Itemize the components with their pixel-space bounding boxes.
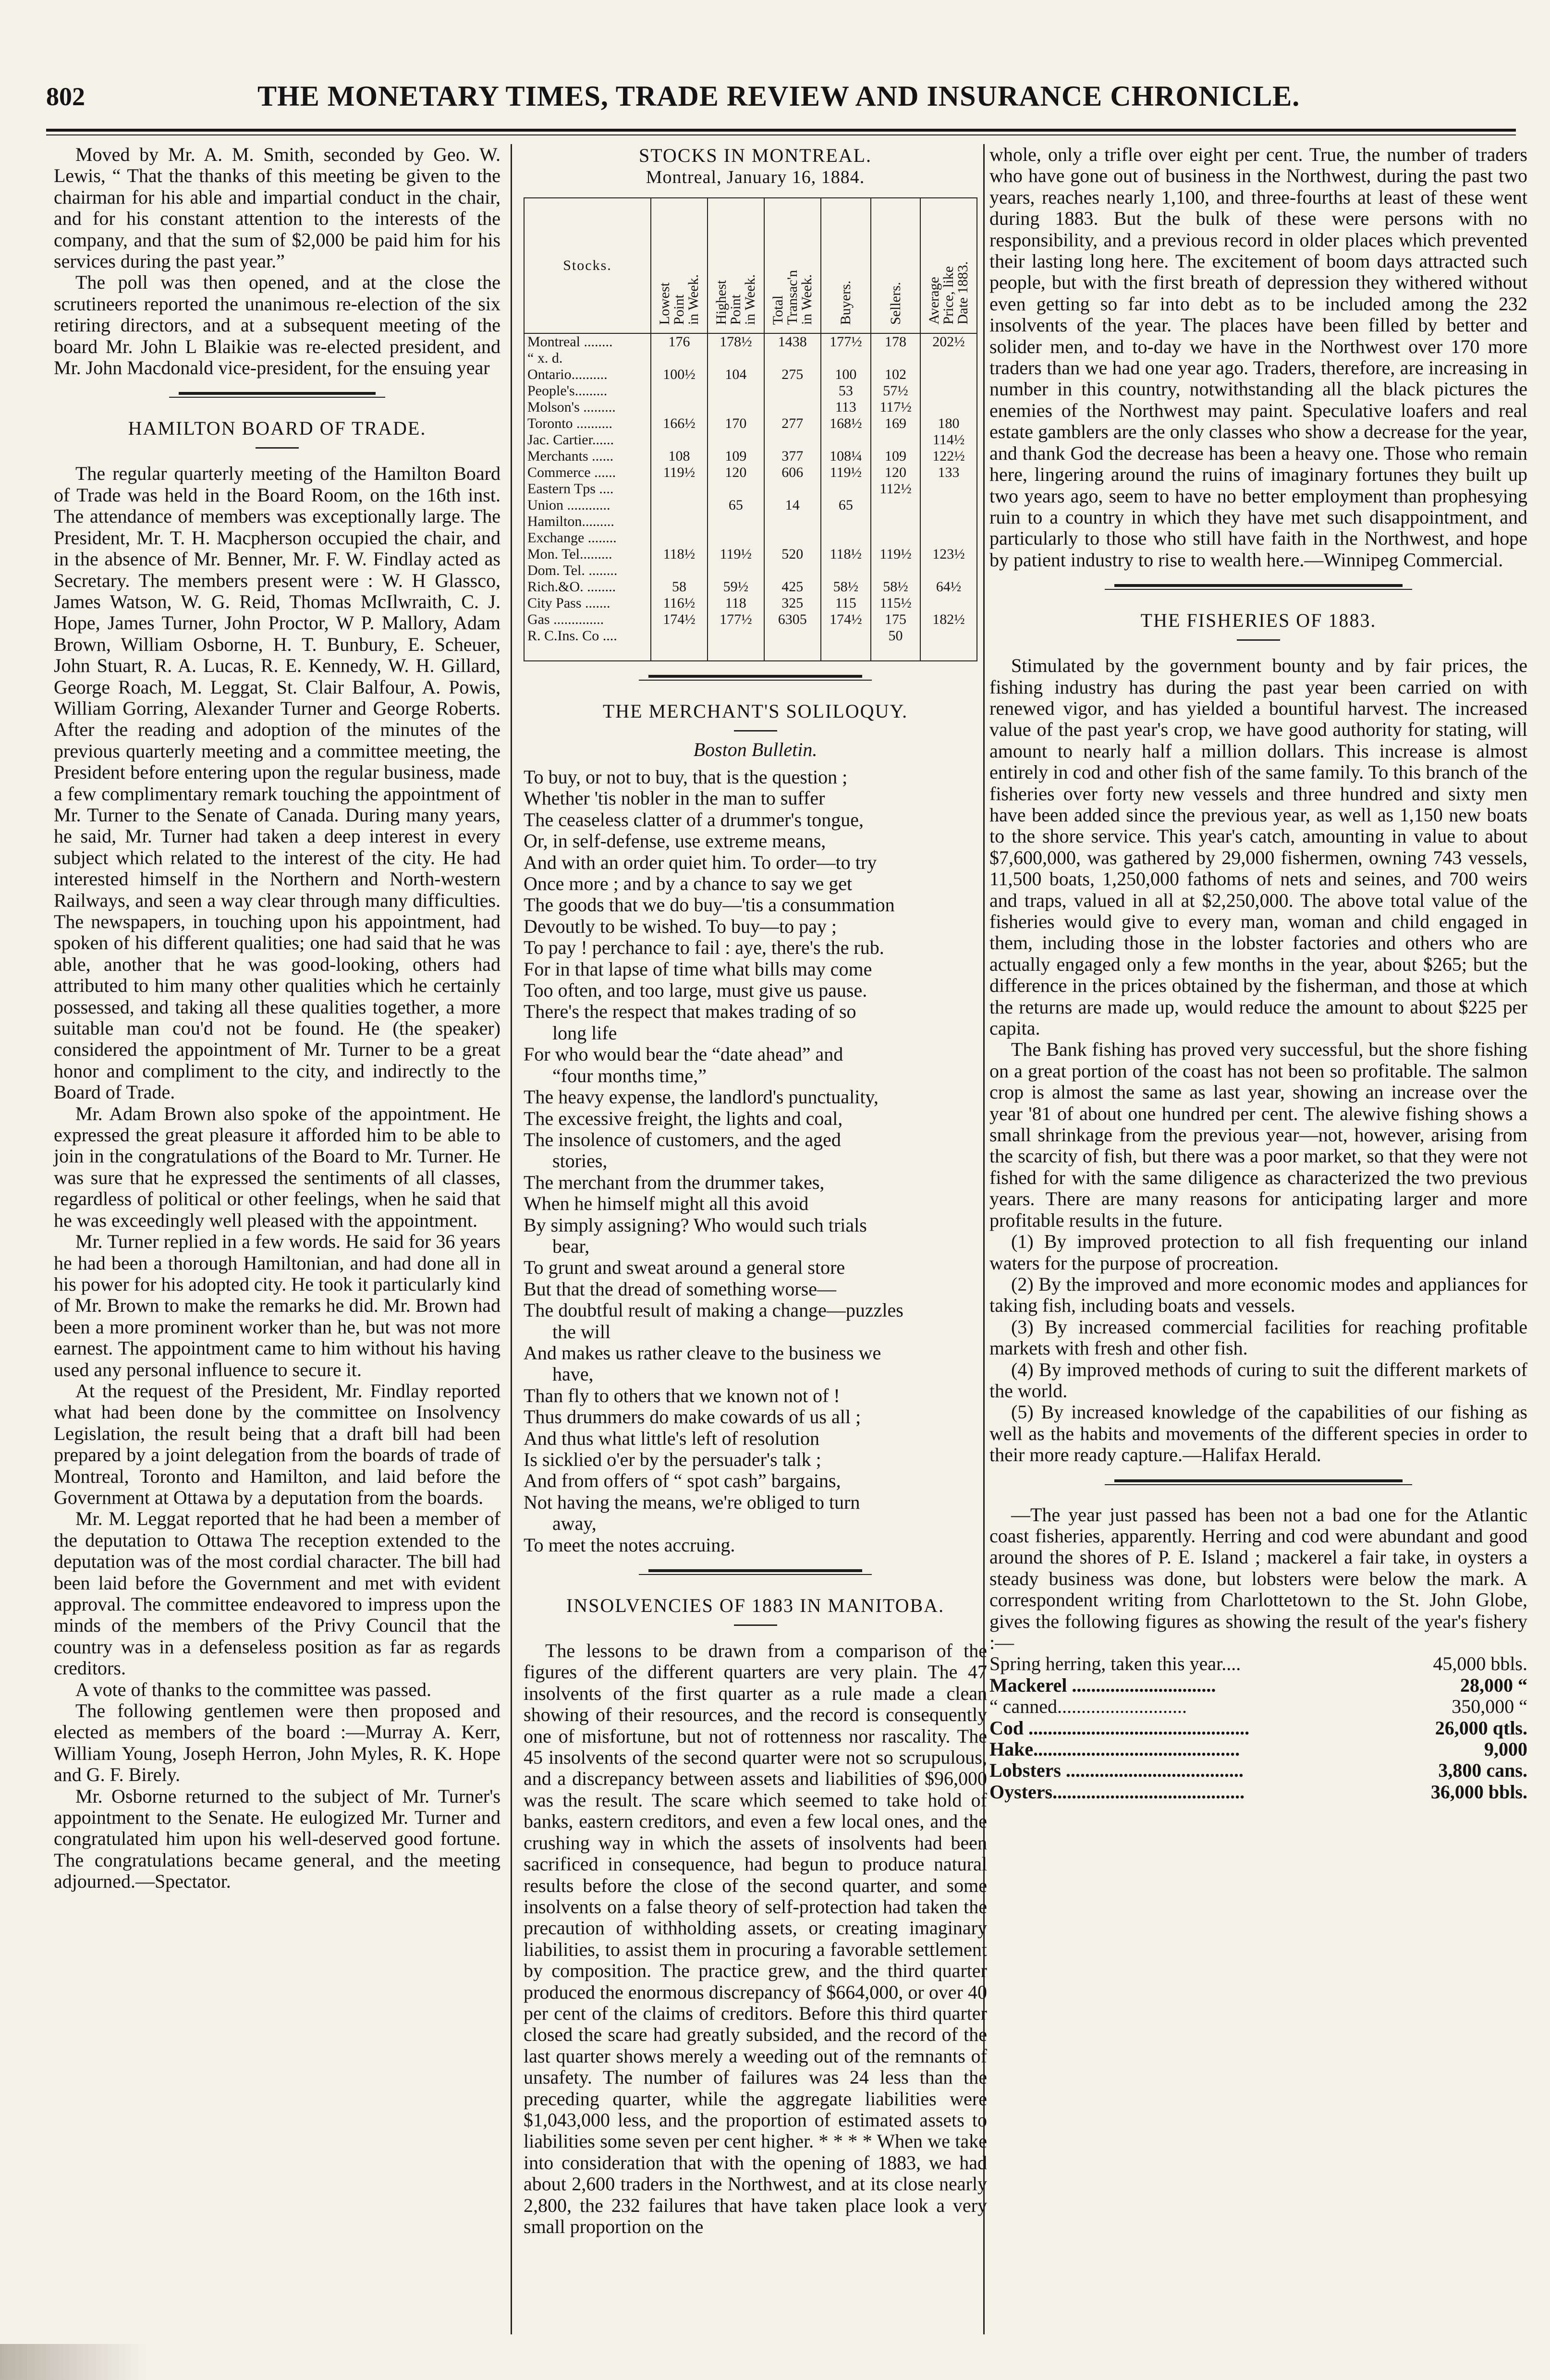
poem-line: stories, xyxy=(552,1150,608,1172)
stock-value-cell: 65 xyxy=(821,497,871,513)
figure-row xyxy=(989,1760,1527,1781)
poem-line: Not having the means, we're obliged to turn xyxy=(524,1491,860,1513)
page-edge-shadow xyxy=(0,2344,144,2380)
figure-value: 350,000 “ xyxy=(1452,1696,1527,1718)
stock-value-cell: 53 xyxy=(821,383,871,399)
paragraph: Mr. Adam Brown also spoke of the appointment. He expressed the great pleasure it afforded him to be able to join in the congratulations of the Board to Mr. Turner. He was sure that he expressed the sentiments of all classes, regardless of political or other feelings, when he said that he was exceedingly well pleased with the appointment. xyxy=(54,1102,500,1231)
stock-value-cell xyxy=(764,481,821,497)
stock-value-cell xyxy=(920,562,977,579)
stock-value-cell: 109 xyxy=(708,448,764,464)
poem-line: Is sicklied o'er by the persuader's talk ; xyxy=(524,1449,821,1470)
stocks-row xyxy=(524,383,977,399)
stock-value-cell: 166½ xyxy=(651,415,708,432)
poem-line: The merchant from the drummer takes, xyxy=(524,1171,825,1193)
figure-value: 45,000 bbls. xyxy=(1433,1653,1527,1675)
stock-value-cell xyxy=(920,497,977,513)
poem-line: Once more ; and by a chance to say we get xyxy=(524,873,853,895)
figure-row xyxy=(989,1739,1527,1760)
stock-value-cell xyxy=(764,628,821,644)
figure-name: Lobsters ..................................... xyxy=(989,1760,1244,1782)
stock-value-cell: 169 xyxy=(871,415,920,432)
stock-value-cell: 325 xyxy=(764,595,821,611)
stock-value-cell xyxy=(920,383,977,399)
stock-value-cell xyxy=(708,350,764,366)
section-title-hamilton: HAMILTON BOARD OF TRADE. xyxy=(128,417,427,439)
stock-value-cell xyxy=(920,644,977,661)
poem-line: For who would bear the “date ahead” and xyxy=(524,1043,843,1065)
stock-value-cell xyxy=(920,350,977,366)
stock-value-cell: 58½ xyxy=(821,579,871,595)
stock-value-cell xyxy=(764,383,821,399)
poem-line: Or, in self-defense, use extreme means, xyxy=(524,830,826,852)
stock-value-cell xyxy=(821,562,871,579)
column-header: Highest Point in Week. xyxy=(708,198,764,333)
stock-value-cell: 174½ xyxy=(821,611,871,628)
paragraph: The Bank fishing has proved very successful, but the shore fishing on a great portion of the coast has not been so profitable. The salmon crop is almost the same as last year, showing an increase over the year '81 of about one hundred per cent. The alewive fishing shows a small shrinkage from the previous year—not, however, arising from the scarcity of fish, but there was a poor market, so that they were not fished for with the same diligence as characterized the two previous years. There are many reasons for anticipating larger and more profitable results in the future. xyxy=(989,1038,1527,1231)
poem-line: have, xyxy=(552,1363,594,1385)
stocks-row xyxy=(524,399,977,415)
stock-value-cell: 1438 xyxy=(764,333,821,350)
stocks-row xyxy=(524,464,977,481)
paragraph: Mr. M. Leggat reported that he had been a member of the deputation to Ottawa The reception extended to the deputation was of the most cordial character. The bill had been laid before the Government and met with evident approval. The committee endeavored to impress upon the minds of the members of the Privy Council that the country was in a defenseless position as far as regards creditors. xyxy=(54,1508,500,1679)
stock-value-cell: 116½ xyxy=(651,595,708,611)
stocks-table xyxy=(524,197,977,661)
stock-value-cell xyxy=(651,628,708,644)
stock-name-cell: Eastern Tps .... xyxy=(524,481,651,497)
stock-value-cell xyxy=(708,432,764,448)
stock-value-cell: 119½ xyxy=(708,546,764,562)
stock-value-cell: 520 xyxy=(764,546,821,562)
stock-value-cell: 58½ xyxy=(871,579,920,595)
stock-value-cell: 112½ xyxy=(871,481,920,497)
stock-value-cell: 50 xyxy=(871,628,920,644)
section-title-fisheries: THE FISHERIES OF 1883. xyxy=(1140,610,1377,632)
masthead-rule xyxy=(46,129,1516,132)
stock-value-cell xyxy=(920,595,977,611)
stock-value-cell: 100½ xyxy=(651,366,708,383)
stock-value-cell xyxy=(651,513,708,530)
stocks-row xyxy=(524,513,977,530)
figure-name: Spring herring, taken this year.... xyxy=(989,1653,1241,1675)
section-separator xyxy=(989,1479,1527,1490)
column-divider xyxy=(511,144,512,2334)
poem-line: There's the respect that makes trading of so xyxy=(524,1001,856,1023)
stock-value-cell: 57½ xyxy=(871,383,920,399)
paragraph: The lessons to be drawn from a comparison of the figures of the different quarters are very plain. The 47 insolvents of the first quarter as a rule made a clean showing of their resources, and the record is consequently one of misfortune, but not of rottenness nor rascality. The 45 insolvents of the second quarter were not so scrupulous, and a discrepancy between assets and liabilities of $96,000 was the result. The scare which seemed to take hold of banks, eastern creditors, and even a few local ones, and the crushing way in which the assets of insolvents had been sacrificed in consequence, had begun to produce natural results before the close of the second quarter, and some insolvents on a false theory of self-protection had taken the precaution of withholding assets, or creating imaginary liabilities, to assist them in procuring a favorable settlement by composition. The practice grew, and the third quarter produced the enormous discrepancy of $664,000, or over 40 per cent of the claims of creditors. Before this third quarter closed the scare had greatly subsided, and the record of the last quarter shows merely a weeding out of the remnants of unsafety. The number of failures was 24 less than the preceding quarter, while the aggregate liabilities were $1,043,000 less, and the proportion of estimated assets to liabilities some seven per cent higher. * * * * When we take into consideration that with the opening of 1883, we had about 2,600 traders in the Northwest, and at its close nearly 2,800, the 232 failures that have taken place look a very small proportion on the xyxy=(524,1640,987,2237)
stock-value-cell: 114½ xyxy=(920,432,977,448)
poem-line: Whether 'tis nobler in the man to suffer xyxy=(524,787,825,809)
poem-line: Than fly to others that we known not of ! xyxy=(524,1384,840,1406)
column-header: Buyers. xyxy=(821,198,871,333)
title-rule xyxy=(734,1624,777,1626)
figure-row xyxy=(989,1718,1527,1739)
stock-value-cell xyxy=(920,366,977,383)
paragraph: Moved by Mr. A. M. Smith, seconded by Geo. W. Lewis, “ That the thanks of this meeting be given to the chairman for his able and impartial conduct in the chair, and for his constant attention to the interests of the company, and that the sum of $2,000 be paid him for his services during the past year.” xyxy=(54,144,500,272)
column-header: Sellers. xyxy=(871,198,920,333)
stock-value-cell xyxy=(651,399,708,415)
title-rule xyxy=(256,447,299,449)
stock-value-cell xyxy=(871,530,920,546)
stock-value-cell: 115 xyxy=(821,595,871,611)
stock-name-cell: Hamilton......... xyxy=(524,513,651,530)
stock-value-cell: 64½ xyxy=(920,579,977,595)
paragraph: Stimulated by the government bounty and by fair prices, the fishing industry has during the past year been carried on with renewed vigor, and has yielded a bountiful harvest. The increased value of the past year's crop, we have good authority for stating, will amount to nearly half a million dollars. This increase is almost entirely in cod and other fish of the same family. To this branch of the fisheries over forty new vessels and three hundred and sixty men have been added since the previous year, as well as 1,150 new boats to the shore service. This year's catch, amounting in value to about $7,600,000, was gathered by 29,000 fishermen, owning 743 vessels, 11,500 boats, 1,250,000 fathoms of nets and seines, and 700 weirs and traps, valued in all at $2,250,000. The above total value of the fisheries would give to every man, woman and child engaged in them, including those in the lobster factories and others who are actually engaged only a few months in the year, about $265; but the difference in the prices obtained by the fisherman, and those at which the returns are made up, would reduce the amount to about $225 per capita. xyxy=(989,655,1527,1039)
section-title-stocks: STOCKS IN MONTREAL. xyxy=(638,145,872,166)
stock-value-cell: 120 xyxy=(871,464,920,481)
stock-value-cell xyxy=(821,350,871,366)
stock-value-cell xyxy=(651,481,708,497)
paragraph: A vote of thanks to the committee was passed. xyxy=(75,1678,431,1700)
stock-value-cell: 102 xyxy=(871,366,920,383)
column-1 xyxy=(54,144,500,1892)
stock-value-cell: 425 xyxy=(764,579,821,595)
stock-value-cell xyxy=(708,628,764,644)
stock-value-cell: 117½ xyxy=(871,399,920,415)
poem-line: The goods that we do buy—'tis a consummation xyxy=(524,894,895,916)
masthead xyxy=(46,72,1526,130)
column-3 xyxy=(989,144,1527,1803)
poem-line: long life xyxy=(552,1022,617,1044)
stocks-row xyxy=(524,611,977,628)
stock-name-cell: City Pass ....... xyxy=(524,595,651,611)
stock-value-cell xyxy=(708,530,764,546)
stocks-dateline: Montreal, January 16, 1884. xyxy=(646,167,865,187)
stock-value-cell: 118 xyxy=(708,595,764,611)
paragraph: (5) By increased knowledge of the capabilities of our fishing as well as the habits and movements of the different species in order to their more ready capture.—Halifax Herald. xyxy=(989,1401,1527,1466)
stock-value-cell: 59½ xyxy=(708,579,764,595)
poem-line: To grunt and sweat around a general store xyxy=(524,1257,845,1279)
poem-line: By simply assigning? Who would such trials xyxy=(524,1214,867,1236)
stock-value-cell xyxy=(871,644,920,661)
poem-line: And thus what little's left of resolution xyxy=(524,1427,820,1449)
stock-value-cell xyxy=(871,513,920,530)
stock-value-cell xyxy=(920,481,977,497)
paragraph: whole, only a trifle over eight per cent. True, the number of traders who have gone out of business in the Northwest, during the past two years, reaches nearly 1,100, and three-fourths at least of these went during 1883. But the bulk of these were persons with no responsibility, and a previous record in older places which prevented their lasting long here. The excitement of boom days attracted such people, but with the first breath of depression they withered without even getting so far into debt as to be included among the 232 insolvents of the year. The places have been filled by better and solider men, and to-day we have in the Northwest over 170 more traders than we had one year ago. Traders, therefore, are increasing in number in this country, notwithstanding all the black pictures the enemies of the Northwest may paint. Speculative loafers and real estate gamblers are the only classes who show a decrease for the year, and thank God the decrease has been a heavy one. Those who remain here, lingering around the ruins of imaginary fortunes they built up two years ago, seem to have no better employment than prophesying ruin to a country in which they have met such disappointment, and particularly to those who still have faith in the Northwest, and hope by patient industry to rise to wealth here.—Winnipeg Commercial. xyxy=(989,144,1527,571)
section-separator xyxy=(54,392,500,403)
stocks-header-row xyxy=(524,198,977,333)
poem-line: The insolence of customers, and the aged xyxy=(524,1128,841,1150)
stock-value-cell: 108¼ xyxy=(821,448,871,464)
paragraph: The poll was then opened, and at the close the scrutineers reported the unanimous re-election of the six retiring directors, and at a subsequent meeting of the board Mr. John L Blaikie was re-elected president, and Mr. John Macdonald vice-president, for the ensuing year xyxy=(54,271,500,379)
figure-name: Cod .............................................. xyxy=(989,1717,1250,1739)
figure-name: Mackerel .............................. xyxy=(989,1674,1216,1696)
stock-value-cell xyxy=(821,513,871,530)
stock-value-cell: 118½ xyxy=(821,546,871,562)
figure-row xyxy=(989,1675,1527,1696)
stock-value-cell: 109 xyxy=(871,448,920,464)
stock-value-cell: 175 xyxy=(871,611,920,628)
section-title-insolvencies: INSOLVENCIES OF 1883 IN MANITOBA. xyxy=(566,1595,945,1617)
paragraph: At the request of the President, Mr. Findlay reported what had been done by the committee on Insolvency Legislation, the result being that a draft bill had been prepared by a joint delegation from the boards of trade of Montreal, Toronto and Hamilton, and laid before the Government at Ottawa by a deputation from the boards. xyxy=(54,1379,500,1508)
figure-row xyxy=(989,1782,1527,1803)
stock-value-cell: 180 xyxy=(920,415,977,432)
paragraph: (4) By improved methods of curing to suit the different markets of the world. xyxy=(989,1358,1527,1402)
poem-line: Thus drummers do make cowards of us all ; xyxy=(524,1406,861,1428)
title-rule xyxy=(734,730,777,732)
stock-value-cell xyxy=(708,481,764,497)
stock-value-cell xyxy=(764,350,821,366)
stocks-row xyxy=(524,432,977,448)
column-header: Total Transac'n in Week. xyxy=(764,198,821,333)
stocks-row xyxy=(524,481,977,497)
stock-value-cell xyxy=(764,644,821,661)
column-header: Average Price, like Date 1883. xyxy=(920,198,977,333)
stock-value-cell xyxy=(764,399,821,415)
poem-line: The ceaseless clatter of a drummer's tongue, xyxy=(524,808,864,830)
paragraph: —The year just passed has been not a bad one for the Atlantic coast fisheries, apparently. Herring and cod were abundant and good around the shores of P. E. Island ; mackerel a fair take, in oysters a steady business was done, but lobsters were below the mark. A correspondent writing from Charlottetown to the St. John Globe, gives the following figures as showing the result of the year's fishery :— xyxy=(989,1503,1527,1653)
stock-name-cell: Toronto .......... xyxy=(524,415,651,432)
stocks-row xyxy=(524,644,977,661)
figure-name: “ canned........................... xyxy=(989,1696,1187,1718)
paragraph: Mr. Turner replied in a few words. He said for 36 years he had been a thorough Hamiltonian, and had done all in his power for his adopted city. He took it particularly kind of Mr. Brown to make the remarks he did. Mr. Brown had been a more prominent worker than he, but was not more earnest. The appointment came to him without his having used any personal influence to secure it. xyxy=(54,1231,500,1380)
paragraph: The regular quarterly meeting of the Hamilton Board of Trade was held in the Board Room, on the 16th inst. The attendance of members was exceptionally large. The President, Mr. T. H. Macpherson occupied the chair, and in the absence of Mr. Benner, Mr. F. W. Findlay acted as Secretary. The members present were : W. H Glassco, James Watson, W. G. Reid, Thomas McIlwraith, C. J. Hope, James Turner, John Proctor, W P. Mallory, Adam Brown, William Osborne, H. T. Bunbury, E. Scheuer, John Stuart, R. A. Lucas, R. E. Kennedy, W. H. Gillard, George Roach, M. Leggat, St. Clair Balfour, A. Powis, William Gorring, Alexander Turner and George Roberts. After the reading and adoption of the minutes of the previous quarterly meeting and a committee meeting, the President before entering upon the regular business, made a few complimentary remark touching the appointment of Mr. Turner to the Senate of Canada. During many years, he said, Mr. Turner had taken a deep interest in every subject which related to the interest of the city. He had interested himself in the Northern and North-western Railways, and seen a way clear through many difficulties. The newspapers, in touching upon his appointment, had spoken of his different qualities; one had said that he was able, another that he was good-looking, others had attributed to him many other qualities which he certainly possessed, and taking all these qualities together, a more suitable man cou'd not be found. He (the speaker) considered the appointment of Mr. Turner to be a great honor and compliment to the city, and indirectly to the Board of Trade. xyxy=(54,463,500,1103)
fishery-figures xyxy=(989,1653,1527,1803)
stock-value-cell: 170 xyxy=(708,415,764,432)
figure-value: 36,000 bbls. xyxy=(1430,1781,1527,1803)
stock-value-cell xyxy=(651,530,708,546)
stock-value-cell: 176 xyxy=(651,333,708,350)
stock-name-cell: “ x. d. xyxy=(524,350,651,366)
poem-line: For in that lapse of time what bills may come xyxy=(524,958,872,980)
column-header: Lowest Point in Week. xyxy=(651,198,708,333)
poem-line: And from offers of “ spot cash” bargains, xyxy=(524,1470,841,1492)
stock-name-cell: Dom. Tel. ........ xyxy=(524,562,651,579)
title-rule xyxy=(1237,639,1280,641)
poem-line: To meet the notes accruing. xyxy=(524,1534,735,1556)
stock-value-cell: 133 xyxy=(920,464,977,481)
stock-name-cell: Rich.&O. ........ xyxy=(524,579,651,595)
stock-value-cell: 182½ xyxy=(920,611,977,628)
stock-value-cell xyxy=(821,644,871,661)
stocks-row xyxy=(524,448,977,464)
stock-value-cell xyxy=(708,383,764,399)
section-title-soliloquy: THE MERCHANT'S SOLILOQUY. xyxy=(602,700,908,722)
stock-value-cell: 275 xyxy=(764,366,821,383)
poem-line: And makes us rather cleave to the business we xyxy=(524,1342,881,1364)
stocks-row xyxy=(524,350,977,366)
figure-value: 28,000 “ xyxy=(1460,1674,1527,1696)
poem-line: The excessive freight, the lights and coal, xyxy=(524,1107,843,1129)
stocks-row xyxy=(524,497,977,513)
paragraph: (3) By increased commercial facilities for reaching profitable markets with fresh and other fish. xyxy=(989,1316,1527,1359)
poem xyxy=(524,767,987,1556)
section-separator xyxy=(524,1569,987,1580)
poem-line: the will xyxy=(552,1320,611,1343)
figure-value: 26,000 qtls. xyxy=(1435,1717,1527,1739)
page-number: 802 xyxy=(46,82,85,111)
stock-value-cell xyxy=(708,513,764,530)
stocks-row xyxy=(524,333,977,350)
stock-value-cell xyxy=(871,432,920,448)
stock-name-cell: Commerce ...... xyxy=(524,464,651,481)
stock-value-cell: 178 xyxy=(871,333,920,350)
stock-value-cell: 120 xyxy=(708,464,764,481)
poem-line: Devoutly to be wished. To buy—to pay ; xyxy=(524,915,837,937)
stock-value-cell xyxy=(821,432,871,448)
stock-value-cell xyxy=(708,562,764,579)
stock-value-cell xyxy=(764,432,821,448)
figure-name: Oysters........................................ xyxy=(989,1781,1245,1803)
stock-value-cell: 119½ xyxy=(651,464,708,481)
stocks-row xyxy=(524,595,977,611)
stock-name-cell: Union ............ xyxy=(524,497,651,513)
poem-line: But that the dread of something worse— xyxy=(524,1278,836,1300)
stock-value-cell: 65 xyxy=(708,497,764,513)
poem-line: The heavy expense, the landlord's punctuality, xyxy=(524,1086,879,1108)
column-2 xyxy=(524,144,987,2237)
stocks-row xyxy=(524,530,977,546)
stock-name-cell: Exchange ........ xyxy=(524,530,651,546)
poem-line: away, xyxy=(552,1513,597,1535)
stock-value-cell: 100 xyxy=(821,366,871,383)
stock-value-cell xyxy=(651,562,708,579)
figure-value: 9,000 xyxy=(1484,1738,1527,1760)
poem-line: “four months time,” xyxy=(552,1064,707,1086)
stock-value-cell xyxy=(821,481,871,497)
stock-value-cell: 108 xyxy=(651,448,708,464)
stock-name-cell: Merchants ...... xyxy=(524,448,651,464)
stock-name-cell: Gas .............. xyxy=(524,611,651,628)
figure-row xyxy=(989,1696,1527,1717)
stock-value-cell: 174½ xyxy=(651,611,708,628)
stock-value-cell xyxy=(920,530,977,546)
stock-name-cell: Mon. Tel......... xyxy=(524,546,651,562)
stock-name-cell: Ontario.......... xyxy=(524,366,651,383)
stock-value-cell: 119½ xyxy=(821,464,871,481)
stock-value-cell: 14 xyxy=(764,497,821,513)
stock-name-cell: Montreal ........ xyxy=(524,333,651,350)
poem-line: When he himself might all this avoid xyxy=(524,1193,809,1215)
column-header: Stocks. xyxy=(524,198,651,333)
masthead-rule-thin xyxy=(46,134,1516,135)
stock-value-cell: 178½ xyxy=(708,333,764,350)
stock-value-cell: 377 xyxy=(764,448,821,464)
stock-value-cell: 122½ xyxy=(920,448,977,464)
poem-line: Too often, and too large, must give us pause. xyxy=(524,979,867,1001)
paragraph: Mr. Osborne returned to the subject of Mr. Turner's appointment to the Senate. He eulogized Mr. Turner and congratulated him upon his well-deserved good fortune. The congratulations became general, and the meeting adjourned.—Spectator. xyxy=(54,1785,500,1892)
stock-value-cell: 6305 xyxy=(764,611,821,628)
stock-value-cell xyxy=(708,644,764,661)
stock-value-cell: 115½ xyxy=(871,595,920,611)
figure-row xyxy=(989,1653,1527,1674)
stock-value-cell xyxy=(920,513,977,530)
paragraph: (1) By improved protection to all fish frequenting our inland waters for the purpose of procreation. xyxy=(989,1231,1527,1274)
figure-value: 3,800 cans. xyxy=(1438,1759,1527,1782)
stock-value-cell: 177½ xyxy=(821,333,871,350)
stocks-row xyxy=(524,546,977,562)
section-separator xyxy=(989,584,1527,595)
figure-name: Hake........................................... xyxy=(989,1739,1240,1760)
poem-line: To pay ! perchance to fail : aye, there's the rub. xyxy=(524,937,884,959)
stock-value-cell xyxy=(920,628,977,644)
stocks-row xyxy=(524,579,977,595)
stock-value-cell: 177½ xyxy=(708,611,764,628)
stock-value-cell: 58 xyxy=(651,579,708,595)
stock-value-cell: 118½ xyxy=(651,546,708,562)
stock-value-cell: 123½ xyxy=(920,546,977,562)
stocks-row xyxy=(524,366,977,383)
stock-name-cell: Molson's ......... xyxy=(524,399,651,415)
stock-value-cell xyxy=(708,399,764,415)
stock-name-cell: Jac. Cartier...... xyxy=(524,432,651,448)
stock-value-cell xyxy=(871,350,920,366)
stock-name-cell: R. C.Ins. Co .... xyxy=(524,628,651,644)
stock-name-cell xyxy=(524,644,651,661)
poem-line: And with an order quiet him. To order—to try xyxy=(524,851,877,873)
stock-value-cell xyxy=(764,562,821,579)
section-separator xyxy=(524,675,987,685)
poem-line: bear, xyxy=(552,1235,590,1257)
stock-value-cell: 113 xyxy=(821,399,871,415)
paragraph: (2) By the improved and more economic modes and appliances for taking fish, including boats and vessels. xyxy=(989,1273,1527,1317)
stocks-row xyxy=(524,628,977,644)
stock-value-cell: 606 xyxy=(764,464,821,481)
poem-source: Boston Bulletin. xyxy=(693,739,818,760)
stock-value-cell: 168½ xyxy=(821,415,871,432)
stock-value-cell: 202½ xyxy=(920,333,977,350)
stock-value-cell xyxy=(651,383,708,399)
paragraph: The following gentlemen were then proposed and elected as members of the board :—Murray A. Kerr, William Young, Joseph Herron, John Myles, R. K. Hope and G. F. Birely. xyxy=(54,1700,500,1786)
stock-value-cell xyxy=(651,350,708,366)
stock-value-cell: 119½ xyxy=(871,546,920,562)
journal-title: THE MONETARY TIMES, TRADE REVIEW AND INSURANCE CHRONICLE. xyxy=(257,80,1300,112)
stock-value-cell xyxy=(821,628,871,644)
stocks-row xyxy=(524,562,977,579)
stock-value-cell: 104 xyxy=(708,366,764,383)
stock-value-cell xyxy=(821,530,871,546)
stocks-row xyxy=(524,415,977,432)
stock-value-cell xyxy=(871,562,920,579)
stock-value-cell xyxy=(871,497,920,513)
stock-value-cell xyxy=(920,399,977,415)
stock-value-cell xyxy=(651,644,708,661)
stock-value-cell xyxy=(651,497,708,513)
poem-line: To buy, or not to buy, that is the question ; xyxy=(524,766,848,788)
stock-value-cell xyxy=(764,530,821,546)
poem-line: The doubtful result of making a change—puzzles xyxy=(524,1299,903,1321)
stock-value-cell: 277 xyxy=(764,415,821,432)
stock-name-cell: People's......... xyxy=(524,383,651,399)
stock-value-cell xyxy=(764,513,821,530)
stock-value-cell xyxy=(651,432,708,448)
